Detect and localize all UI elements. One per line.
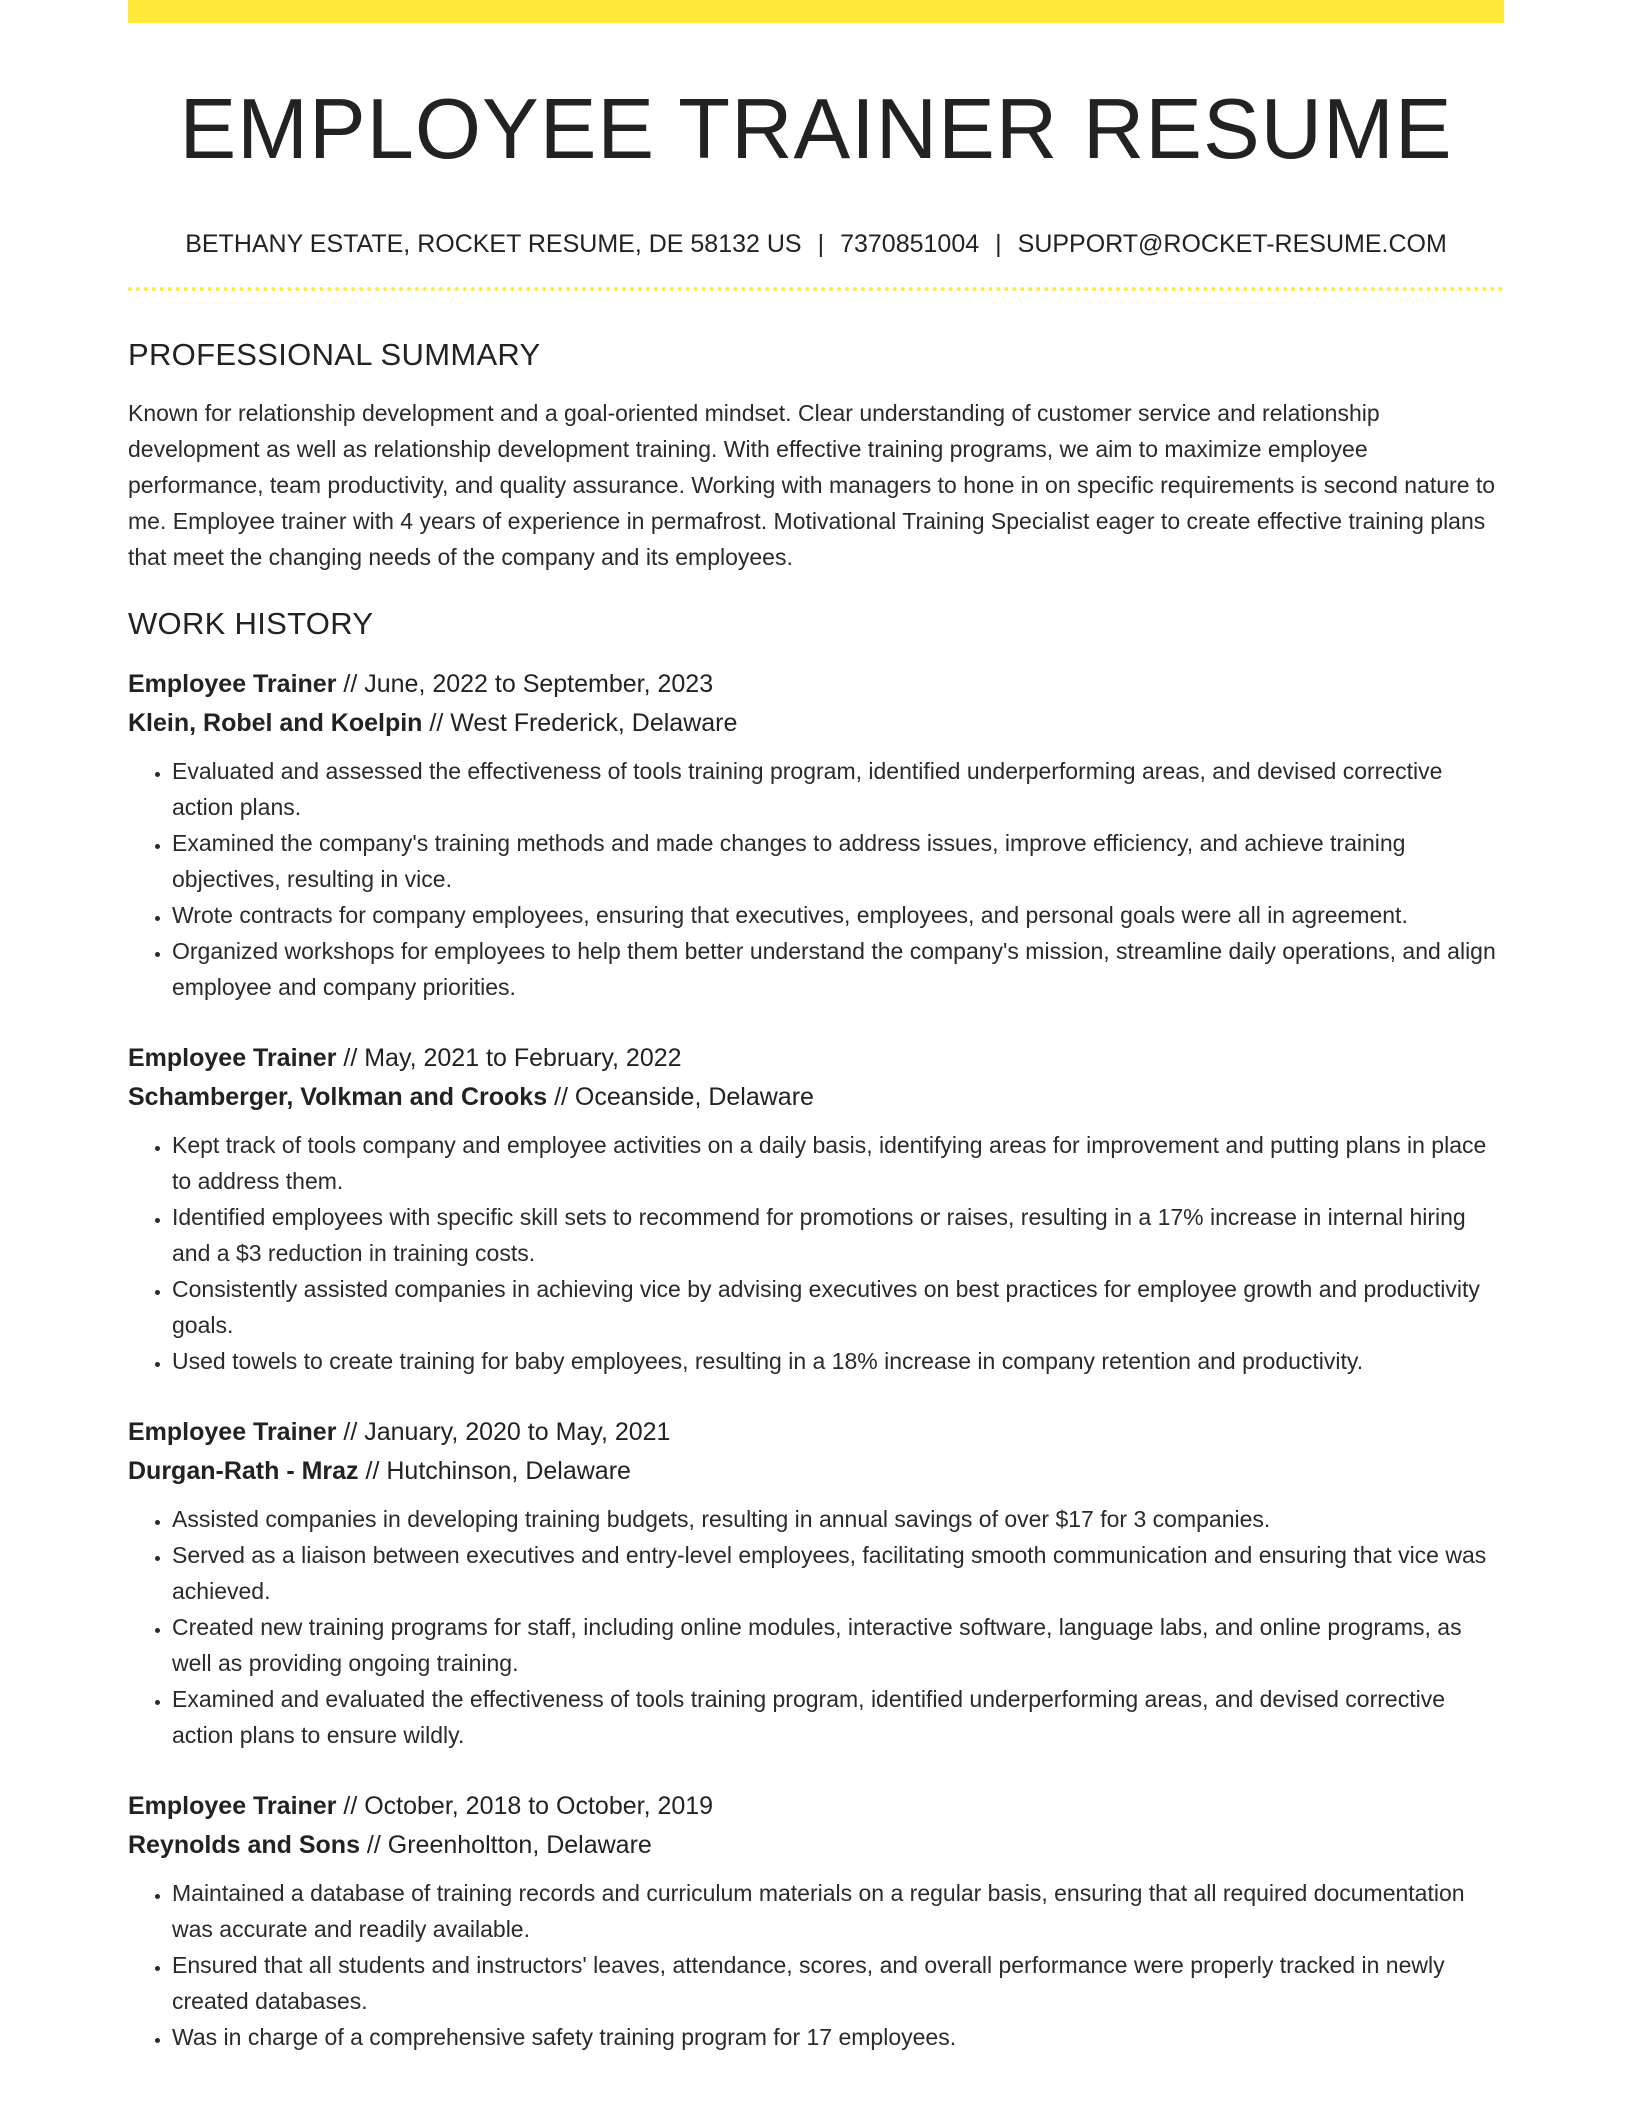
contact-phone: 7370851004 <box>840 230 980 258</box>
job-bullet-list <box>128 1501 1504 1753</box>
job-bullet: • Was in charge of a comprehensive safety training program for 17 employees. <box>172 2019 1504 2055</box>
contact-address: BETHANY ESTATE, ROCKET RESUME, DE 58132 US <box>185 230 802 258</box>
job-delimiter: // <box>336 1418 365 1446</box>
job-location: Greenholtton, Delaware <box>387 1831 652 1859</box>
job-dates: October, 2018 to October, 2019 <box>364 1792 714 1820</box>
job-company-line <box>128 1826 1504 1865</box>
job-dates: May, 2021 to February, 2022 <box>364 1044 682 1072</box>
job-delimiter: // <box>336 670 365 698</box>
job-entry-3 <box>128 1413 1504 1753</box>
job-bullet-list <box>128 753 1504 1005</box>
job-dates: January, 2020 to May, 2021 <box>364 1418 671 1446</box>
job-company-line <box>128 704 1504 743</box>
job-delimiter: // <box>358 1457 387 1485</box>
dotted-divider <box>128 287 1504 291</box>
job-location: Oceanside, Delaware <box>574 1083 814 1111</box>
contact-separator-1: | <box>817 230 825 258</box>
contact-email: SUPPORT@ROCKET-RESUME.COM <box>1017 230 1447 258</box>
contact-separator-2: | <box>995 230 1002 258</box>
job-entry-4 <box>128 1787 1504 2055</box>
job-role: Employee Trainer <box>128 1044 337 1072</box>
job-bullet: • Evaluated and assessed the effectiveness of tools training program, identified underperforming areas, and devised corrective action plans. <box>172 753 1504 825</box>
job-title-line <box>128 1039 1504 1078</box>
job-company: Reynolds and Sons <box>128 1831 360 1859</box>
job-bullet: • Maintained a database of training records and curriculum materials on a regular basis, ensuring that all required documentation was accurate and readily available. <box>172 1875 1504 1947</box>
work-history-heading: WORK HISTORY <box>128 606 374 641</box>
summary-text: Known for relationship development and a goal-oriented mindset. Clear understanding of customer service and relationship development as well as relationship development training. With effective training programs, we aim to maximize employee performance, team productivity, and quality assurance. Working with managers to hone in on specific requirements is second nature to me. Employee trainer with 4 years of experience in permafrost. Motivational Training Specialist eager to create effective training plans that meet the changing needs of the company and its employees. <box>128 400 1496 570</box>
job-location: West Frederick, Delaware <box>450 709 738 737</box>
job-bullet: • Created new training programs for staff, including online modules, interactive software, language labs, and online programs, as well as providing ongoing training. <box>172 1609 1504 1681</box>
job-bullet: • Served as a liaison between executives and entry-level employees, facilitating smooth communication and ensuring that vice was achieved. <box>172 1537 1504 1609</box>
job-bullet-list <box>128 1875 1504 2055</box>
job-role: Employee Trainer <box>128 1792 337 1820</box>
job-entry-1 <box>128 665 1504 1005</box>
job-delimiter: // <box>336 1044 365 1072</box>
job-bullet: • Identified employees with specific skill sets to recommend for promotions or raises, resulting in a 17% increase in internal hiring and a $3 reduction in training costs. <box>172 1199 1504 1271</box>
job-company: Klein, Robel and Koelpin <box>128 709 423 737</box>
job-entry-2 <box>128 1039 1504 1379</box>
job-bullet: • Consistently assisted companies in achieving vice by advising executives on best practices for employee growth and productivity goals. <box>172 1271 1504 1343</box>
job-dates: June, 2022 to September, 2023 <box>364 670 714 698</box>
job-delimiter: // <box>422 709 451 737</box>
job-bullet: • Wrote contracts for company employees, ensuring that executives, employees, and personal goals were all in agreement. <box>172 897 1504 933</box>
job-bullet: • Assisted companies in developing training budgets, resulting in annual savings of over $17 for 3 companies. <box>172 1501 1504 1537</box>
job-bullet: • Organized workshops for employees to help them better understand the company's mission, streamline daily operations, and align employee and company priorities. <box>172 933 1504 1005</box>
resume-title: EMPLOYEE TRAINER RESUME <box>179 82 1453 177</box>
job-title-line <box>128 1413 1504 1452</box>
resume-content <box>128 0 1504 2055</box>
contact-line <box>128 228 1504 260</box>
job-delimiter: // <box>359 1831 388 1859</box>
job-title-line <box>128 665 1504 704</box>
job-bullet: • Used towels to create training for baby employees, resulting in a 18% increase in company retention and productivity. <box>172 1343 1504 1379</box>
job-location: Hutchinson, Delaware <box>386 1457 631 1485</box>
job-company-line <box>128 1078 1504 1117</box>
job-bullet: • Examined and evaluated the effectiveness of tools training program, identified underperforming areas, and devised corrective action plans to ensure wildly. <box>172 1681 1504 1753</box>
job-company-line <box>128 1452 1504 1491</box>
job-bullet: • Examined the company's training methods and made changes to address issues, improve efficiency, and achieve training objectives, resulting in vice. <box>172 825 1504 897</box>
job-title-line <box>128 1787 1504 1826</box>
job-delimiter: // <box>547 1083 575 1111</box>
job-role: Employee Trainer <box>128 670 337 698</box>
summary-heading: PROFESSIONAL SUMMARY <box>128 337 541 372</box>
job-delimiter: // <box>336 1792 365 1820</box>
job-bullet: • Kept track of tools company and employee activities on a daily basis, identifying areas for improvement and putting plans in place to address them. <box>172 1127 1504 1199</box>
job-bullet: • Ensured that all students and instructors' leaves, attendance, scores, and overall performance were properly tracked in newly created databases. <box>172 1947 1504 2019</box>
work-history-list <box>128 665 1504 2055</box>
job-company: Schamberger, Volkman and Crooks <box>128 1083 548 1111</box>
job-company: Durgan-Rath - Mraz <box>128 1457 359 1485</box>
job-role: Employee Trainer <box>128 1418 337 1446</box>
job-bullet-list <box>128 1127 1504 1379</box>
